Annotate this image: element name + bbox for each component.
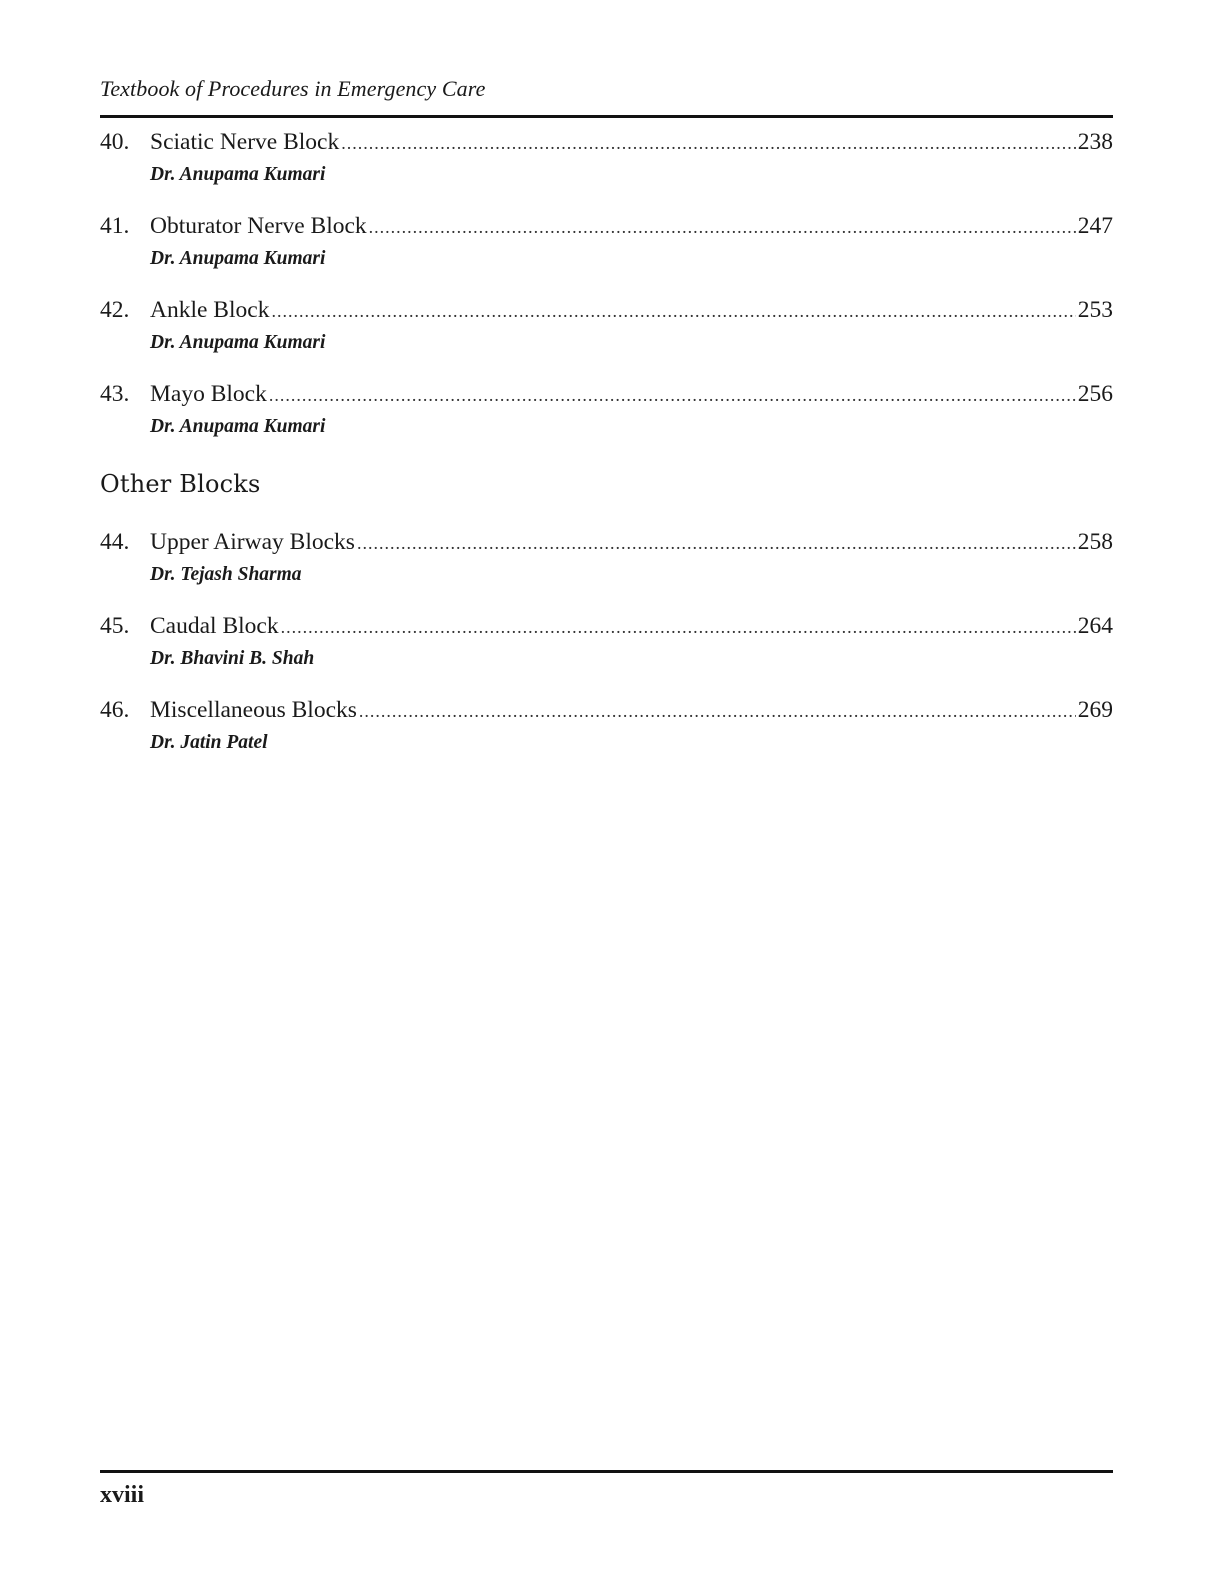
- dot-leader: [359, 696, 1076, 726]
- dot-leader: [269, 380, 1076, 410]
- entry-title: Ankle Block: [150, 297, 270, 323]
- entry-author: Dr. Jatin Patel: [150, 732, 268, 753]
- entry-page-number: 264: [1077, 613, 1113, 639]
- entry-title: Obturator Nerve Block: [150, 213, 367, 239]
- entry-number: 43.: [100, 381, 130, 407]
- entry-number: 40.: [100, 129, 130, 155]
- entry-page-number: 253: [1077, 297, 1113, 323]
- dot-leader: [341, 128, 1076, 158]
- dot-leader: [271, 296, 1075, 326]
- toc-group-a: [100, 127, 1113, 463]
- entry-page-number: 256: [1077, 381, 1113, 407]
- entry-page-number: 247: [1077, 213, 1113, 239]
- dot-leader: [369, 212, 1076, 242]
- section-heading: Other Blocks: [100, 470, 261, 498]
- toc-entry: [100, 379, 1113, 463]
- dot-leader: [357, 528, 1076, 558]
- entry-number: 46.: [100, 697, 130, 723]
- entry-author: Dr. Bhavini B. Shah: [150, 648, 315, 669]
- toc-entry: [100, 127, 1113, 211]
- toc-entry: [100, 527, 1113, 611]
- toc-entry: [100, 611, 1113, 695]
- footer-rule: [100, 1470, 1113, 1473]
- header-rule: [100, 115, 1113, 118]
- toc-group-b: [100, 527, 1113, 779]
- entry-number: 45.: [100, 613, 130, 639]
- entry-title: Caudal Block: [150, 613, 279, 639]
- entry-title: Upper Airway Blocks: [150, 529, 355, 555]
- entry-author: Dr. Tejash Sharma: [150, 564, 302, 585]
- entry-author: Dr. Anupama Kumari: [150, 332, 326, 353]
- entry-author: Dr. Anupama Kumari: [150, 416, 326, 437]
- entry-author: Dr. Anupama Kumari: [150, 248, 326, 269]
- entry-number: 44.: [100, 529, 130, 555]
- toc-entry: [100, 695, 1113, 779]
- running-head: Textbook of Procedures in Emergency Care: [100, 76, 486, 101]
- entry-page-number: 258: [1077, 529, 1113, 555]
- entry-title: Miscellaneous Blocks: [150, 697, 357, 723]
- entry-number: 42.: [100, 297, 130, 323]
- entry-page-number: 269: [1077, 697, 1113, 723]
- dot-leader: [281, 612, 1076, 642]
- toc-entry: [100, 211, 1113, 295]
- toc-entry: [100, 295, 1113, 379]
- entry-page-number: 238: [1077, 129, 1113, 155]
- entry-author: Dr. Anupama Kumari: [150, 164, 326, 185]
- entry-title: Sciatic Nerve Block: [150, 129, 340, 155]
- entry-number: 41.: [100, 213, 130, 239]
- folio-page-number: xviii: [100, 1482, 145, 1508]
- entry-title: Mayo Block: [150, 381, 267, 407]
- book-page: [100, 0, 1113, 1591]
